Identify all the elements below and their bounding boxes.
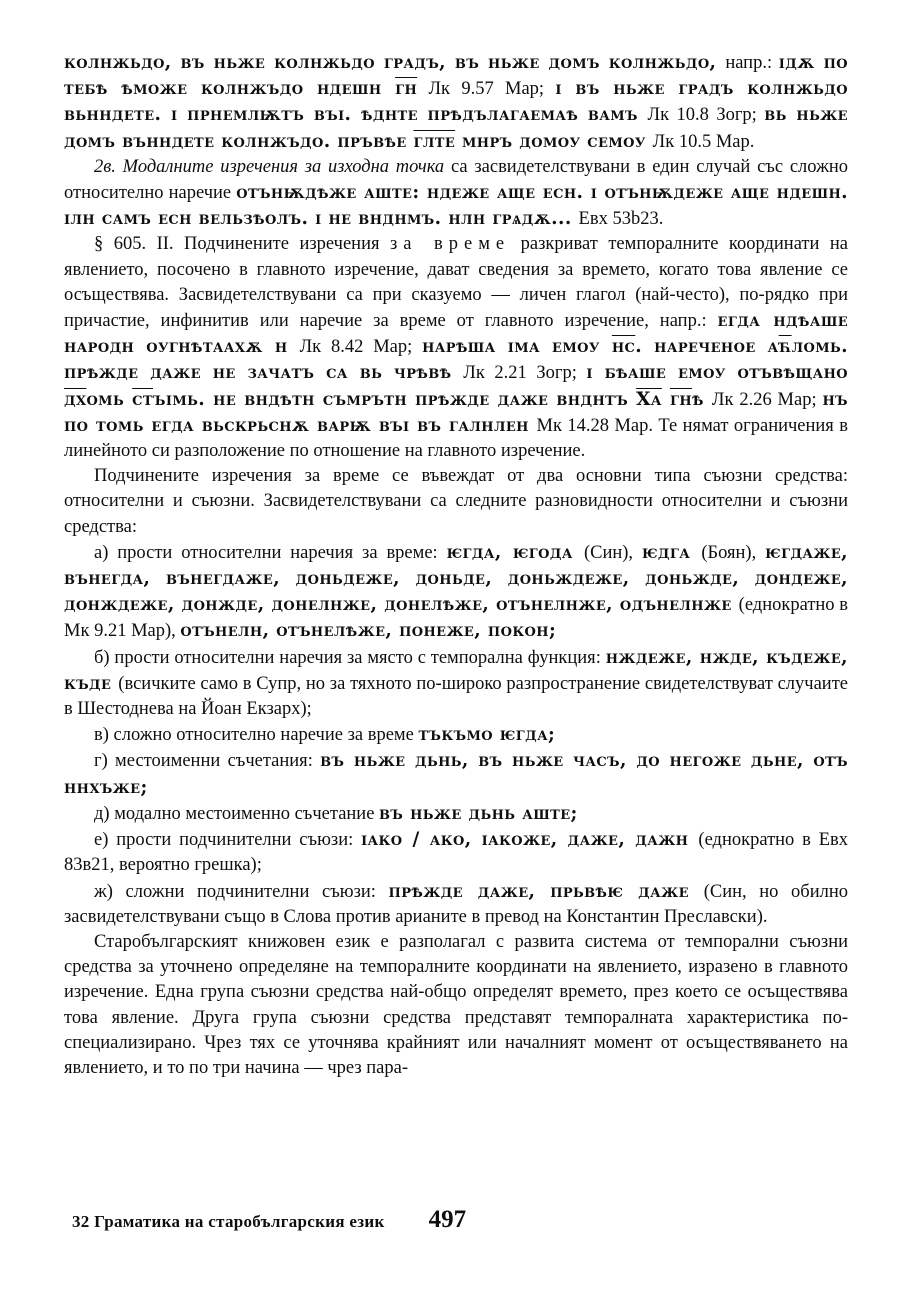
normal-text-run: напр.:	[725, 53, 779, 73]
normal-text-run: Лк 8.42 Мар;	[299, 337, 423, 358]
ocs-text-run: нарѣша іма емоу	[422, 336, 612, 358]
page-text	[64, 50, 848, 1081]
ocs-text-run: отънѭдѣже аште: ндеже аще есн. і отънѭдеже аще ндешн. ілн самъ есн вельзѣолъ. і не внднмъ. нлн грѧдѫ...	[64, 182, 848, 230]
closing-paragraph	[64, 930, 848, 1081]
edition-note: 32 Граматика на старобългарския език	[72, 1212, 385, 1231]
ocs-text-run	[662, 389, 670, 410]
ocs-text-run: вь ньже домъ вънндете колнжъдо. пръвѣе	[64, 104, 848, 152]
ocs-text-run: прѣжде даже, прьвѣѥ даже	[388, 880, 704, 902]
normal-text-run: Лк 2.26 Мар;	[711, 389, 823, 410]
ocs-text-run: нъ по томь егда вьскрьснѫ варѭ въі въ галнлен	[64, 388, 848, 436]
ocs-text-run: нждеже, нжде, къдеже, къде	[64, 646, 848, 694]
ocs-titlo-text-run: дх	[64, 388, 87, 410]
normal-text-run: (Син),	[583, 542, 642, 563]
ocs-text-run: ъімь. не вндѣтн съмрътн прѣжде даже внднтъ	[153, 388, 637, 410]
ocs-text-run: ѥгда, ѥгода	[446, 541, 584, 563]
normal-text-run: в) сложно относително наречие за време	[94, 725, 419, 746]
normal-text-run: ж) сложни подчинителни съюзи:	[94, 881, 389, 902]
ocs-text-run: въ ньже дьнь, въ ньже часъ, до негоже дьне, отъ ннхъже;	[64, 750, 849, 798]
normal-text-run: д) модално местоименно съчетание	[94, 803, 380, 824]
normal-text-run: са засвидетелствувани в един случай със сложно относително наречие	[64, 156, 848, 204]
normal-text-run: б) прости относителни наречия за място с темпорална функция:	[94, 647, 606, 668]
ocs-text-run: ѣ	[692, 388, 712, 410]
normal-text-run: Лк 10.8 Зогр;	[647, 105, 765, 126]
ocs-text-run: егда ндѣаше народн оугнѣтаахѫ н	[64, 310, 849, 358]
list-item-b	[64, 645, 848, 723]
normal-text-run: (всичките само в Супр, но за тяхното по-широко разпространение свидетелствуват случаите в Шестоднева на Йоан Екзарх);	[64, 673, 848, 720]
italic-text-run: 2в. Модалните изречения за изходна точка	[94, 156, 451, 177]
normal-text-run: Лк 2.21 Зогр;	[463, 363, 587, 384]
list-item-zh	[64, 879, 848, 930]
list-item-d	[64, 801, 848, 827]
ocs-text-run: ѥгдаже, вънегда, вънегдаже, доньдеже, доньде, доньждеже, доньжде, дондеже, донждеже, донжде, донелнже, донелѣже, отънелнже, одънелнже	[64, 541, 849, 616]
ocs-text-run: . нареченое а	[635, 336, 779, 358]
ocs-text-run: мнръ домоу семоу	[455, 130, 653, 152]
ocs-titlo-text-run: ћ	[778, 336, 792, 358]
ocs-text-run: отънелн, отънелѣже, понеже, покон;	[180, 620, 557, 642]
ocs-text-run: ѥдга	[641, 541, 702, 563]
list-item-a	[64, 540, 848, 645]
ocs-titlo-text-run: глте	[413, 130, 456, 152]
continuation-paragraph	[64, 50, 848, 155]
normal-text-run: разкриват темпоралните координати на явлението, посочено в главното изречение, дават сведения за времето, когато това явление се осъществява. Засвидетелствувани са при сказуемо — личен глагол (най-често), по-рядко при причастие, инфинитив или наречие за време от главното изречение, напр.:	[64, 234, 849, 332]
ocs-text-run: і въ ньже градъ колнжьдо вьнндете. і прнемлѭтъ въі. ѣднте прѣдълагаемаѣ вамъ	[64, 78, 848, 126]
normal-text-run: § 605. II. Подчинените изречения	[94, 234, 390, 255]
ocs-text-run: ломь. прѣжде даже не зачатъ са вь чрѣвѣ	[64, 336, 848, 384]
normal-text-run: Подчинените изречения за време се въвеждат от два основни типа съюзни средства: относителни и съюзни. Засвидетелствувани са следните разновидности относителни и съюзни средства:	[64, 466, 848, 537]
normal-text-run: а) прости относителни наречия за време:	[94, 542, 447, 563]
normal-text-run: г) местоименни съчетания:	[94, 751, 321, 772]
normal-text-run: Мк 14.28 Мар. Те нямат ограничения в линейното си разположение по отношение на главното изречение.	[64, 415, 848, 462]
ocs-text-run: въ ньже дьнь аште;	[379, 802, 578, 824]
ocs-titlo-text-run: Ха	[636, 388, 662, 410]
ocs-titlo-text-run: гн	[395, 78, 418, 100]
ocs-text-run: колнжьдо, въ ньже колнжьдо градъ, въ ньже домъ колнжьдо,	[64, 52, 726, 73]
ocs-text-run: ıако / ако, ıакоже, даже, дажн	[361, 829, 699, 851]
ocs-titlo-text-run: гн	[669, 388, 692, 410]
ocs-text-run: тъкъмо ѥгда;	[418, 724, 556, 746]
normal-text-run: Лк 9.57 Мар;	[417, 79, 556, 100]
spaced-text-run: за време	[389, 234, 511, 255]
normal-text-run: (Син, но обилно засвидетелствувани също в Слова против арианите в превод на Константин Преславски).	[64, 881, 848, 927]
normal-text-run: (еднократно в Мк 9.21 Мар),	[64, 595, 848, 642]
normal-text-run: (еднократно в Евх 83в21, вероятно грешка);	[64, 830, 848, 876]
page-number: 497	[428, 1206, 467, 1233]
ocs-titlo-text-run: ст	[132, 388, 153, 410]
normal-text-run: Евх 53b23.	[578, 209, 664, 230]
list-item-v	[64, 722, 848, 748]
ocs-text-run: і бѣаше емоу отъвѣщано	[586, 362, 849, 384]
time-clauses-intro-paragraph	[64, 464, 848, 540]
ocs-text-run: ідѫ по тебѣ ѣможе колнжъдо ндешн	[64, 52, 848, 100]
normal-text-run: Лк 10.5 Мар.	[652, 131, 755, 152]
ocs-text-run: омь	[86, 388, 133, 410]
normal-text-run: Старобългарският книжовен език е разполагал с развита система от темпорални съюзни средства за уточнено определяне на темпоралните координати на явлението, изразено в главното изречение. Една група съюзни средства най-общо определят времето, през което се осъществява това явление. Друга група съюзни средства представят темпоралната характеристика по-специализирано. Чрез тях се уточнява крайният или началният момент от осъществяването на явлението, и то по три начина — чрез пара-	[64, 931, 848, 1078]
list-item-g	[64, 748, 848, 800]
list-item-e	[64, 827, 848, 878]
normal-text-run: е) прости подчинителни съюзи:	[94, 830, 362, 851]
section-605-paragraph	[64, 232, 848, 464]
normal-text-run: (Боян),	[701, 542, 766, 563]
ocs-titlo-text-run: нс	[611, 336, 636, 358]
modal-clauses-paragraph	[64, 155, 848, 233]
page-footer	[72, 1206, 466, 1234]
